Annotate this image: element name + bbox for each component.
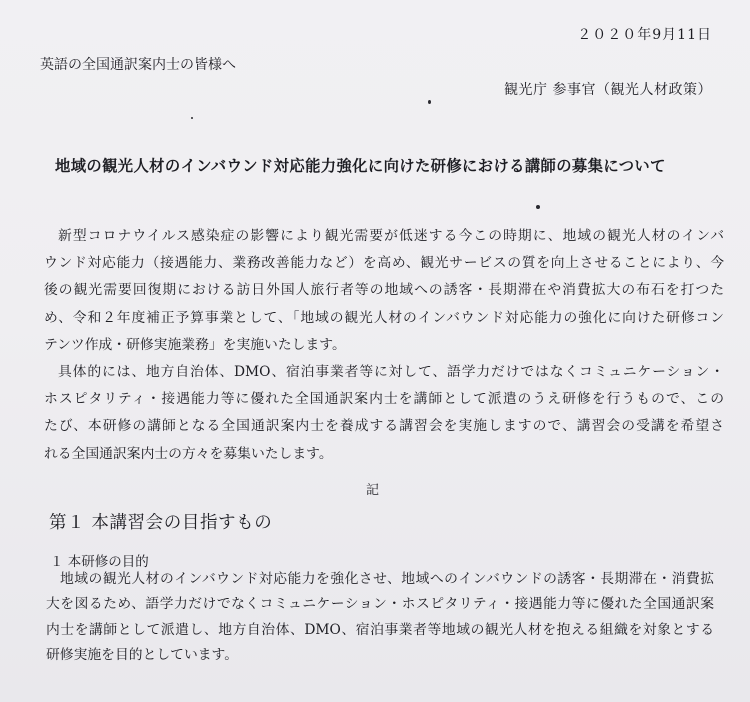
paper-speck — [536, 205, 540, 209]
section-heading: 第１ 本講習会の目指すもの — [49, 513, 273, 533]
body-line: 後の観光需要回復期における訪日外国人旅行者等の地域への誘客・長期滞在や消費拡大の布石を打つた — [44, 282, 724, 299]
body-line: 新型コロナウイルス感染症の影響により観光需要が低迷する今この時期に、地域の観光人材のインバ — [58, 228, 724, 244]
document-date: ２０２０年9月11日 — [577, 27, 712, 43]
paper-speck — [191, 117, 193, 119]
body-line: たび、本研修の講師となる全国通訳案内士を養成する講習会を実施しますので、講習会の受講を希望さ — [44, 418, 724, 435]
ki-marker: 記 — [366, 483, 380, 498]
body-line: ホスピタリティ・接遇能力等に優れた全国通訳案内士を講師として派遣のうえ研修を行うもので、この — [44, 391, 724, 408]
sender: 観光庁 参事官（観光人材政策） — [504, 82, 712, 98]
body-line: れる全国通訳案内士の方々を募集いたします。 — [44, 445, 333, 462]
body-line: 具体的には、地方自治体、DMO、宿泊事業者等に対して、語学力だけではなくコミュニケーション・ — [58, 364, 724, 381]
purpose-line: 大を図るため、語学力だけでなくコミュニケーション・ホスピタリティ・接遇能力等に優れた全国通訳案 — [46, 596, 714, 613]
purpose-line: 地域の観光人材のインバウンド対応能力を強化させ、地域へのインバウンドの誘客・長期滞在・消費拡 — [60, 571, 714, 587]
subsection-heading: １ 本研修の目的 — [50, 554, 149, 570]
body-line: テンツ作成・研修実施業務」を実施いたします。 — [44, 336, 346, 353]
addressee: 英語の全国通訳案内士の皆様へ — [40, 57, 236, 73]
body-line: ウンド対応能力（接遇能力、業務改善能力など）を高め、観光サービスの質を向上させることにより、今 — [44, 255, 724, 272]
body-text — [44, 223, 724, 468]
document-title: 地域の観光人材のインバウンド対応能力強化に向けた研修における講師の募集について — [55, 157, 666, 175]
body-line: め、令和２年度補正予算事業として、「地域の観光人材のインバウンド対応能力の強化に向けた研修コン — [44, 309, 724, 326]
paper-speck — [428, 100, 431, 104]
purpose-line: 内士を講師として派遣し、地方自治体、DMO、宿泊事業者等地域の観光人材を抱える組織を対象とする — [46, 621, 714, 638]
purpose-text — [46, 567, 714, 669]
purpose-line: 研修実施を目的としています。 — [46, 647, 239, 664]
